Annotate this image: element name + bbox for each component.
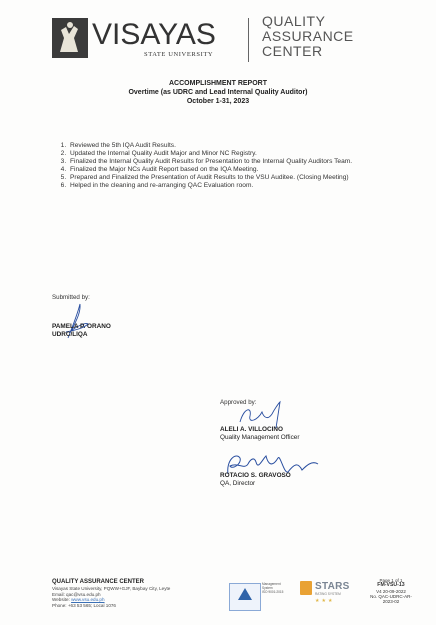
list-item: 6. Helped in the cleaning and re-arranging QAC Evaluation room. [68, 182, 378, 190]
director-position: QA, Director [220, 480, 256, 487]
footer-email: Email: qac@vsu.edu.ph [52, 591, 101, 597]
officer-position: Quality Management Officer [220, 434, 300, 441]
officer-name: ALELI A. VILLOCINO [220, 426, 283, 433]
footer-center-name: QUALITY ASSURANCE CENTER [52, 579, 145, 585]
director-block [220, 472, 291, 488]
mgmt-line: System [262, 585, 273, 590]
university-name: VISAYAS [92, 18, 216, 51]
office-name-line: CENTER [262, 43, 323, 59]
submitter-block [52, 323, 111, 339]
footer-website-label: Website: [52, 597, 72, 603]
form-number: No. QAC-UDRC-AR-2023-02 [370, 593, 412, 605]
list-item: 3. Finalized the Internal Quality Audit Results for Presentation to the Internal Quality Auditors Team. [68, 158, 378, 166]
mgmt-line: Management [262, 582, 281, 586]
university-subtitle: STATE UNIVERSITY [144, 51, 214, 58]
letterhead [52, 14, 382, 64]
submitter-name: PAMELA P. ORANO [52, 323, 111, 330]
document-control-info [366, 578, 416, 604]
form-version: V4 20-09-2022 [376, 588, 406, 594]
submitter-position: UDRC/LIQA [52, 331, 88, 338]
list-item: 2. Updated the Internal Quality Audit Major and Minor NC Registry. [68, 150, 378, 158]
submitted-by-label: Submitted by: [52, 294, 90, 301]
stars-subtitle: RATING SYSTEM [315, 592, 341, 596]
stars-logo-icon [300, 581, 312, 595]
director-name: ROTACIO S. GRAVOSO [220, 472, 291, 479]
stars-rating-badge [300, 580, 350, 610]
footer-phone: Phone: +63 53 565; Local 1076 [52, 602, 116, 608]
form-code: FM-VSU-13 [377, 582, 405, 589]
page-number: Page 1 of 1 [379, 578, 403, 583]
officer-block [220, 426, 299, 442]
certification-badge-icon [229, 583, 261, 611]
header-divider [248, 18, 249, 62]
office-name [262, 14, 354, 59]
list-item: 1. Reviewed the 5th IQA Audit Results. [68, 142, 378, 150]
management-system-badge [262, 583, 290, 609]
report-title [0, 79, 436, 106]
footer-address: Visayas State University, PQWW+GJF, Baybay City, Leyte [52, 586, 171, 591]
accomplishment-list [54, 142, 378, 190]
university-logo-icon [52, 18, 88, 58]
stars-row-icon: ★ ★ ★ [315, 598, 333, 604]
footer-contact [52, 579, 222, 608]
report-subtitle-line: Overtime (as UDRC and Lead Internal Quality Auditor) [128, 89, 308, 96]
mgmt-line: ISO 9001:2015 [262, 589, 284, 594]
office-name-line: ASSURANCE [262, 28, 354, 44]
report-title-line: ACCOMPLISHMENT REPORT [169, 80, 267, 87]
report-period-line: October 1-31, 2023 [186, 98, 250, 105]
office-name-line: QUALITY [262, 13, 326, 29]
list-item: 4. Finalized the Major NCs Audit Report based on the IQA Meeting. [68, 166, 378, 174]
list-item: 5. Prepared and Finalized the Presentation of Audit Results to the VSU Auditee. (Closing Meeting) [68, 174, 378, 182]
footer-website-link[interactable]: www.vsu.edu.ph [71, 597, 105, 603]
stars-word: STARS [315, 581, 350, 592]
approved-by-label: Approved by: [220, 399, 257, 406]
